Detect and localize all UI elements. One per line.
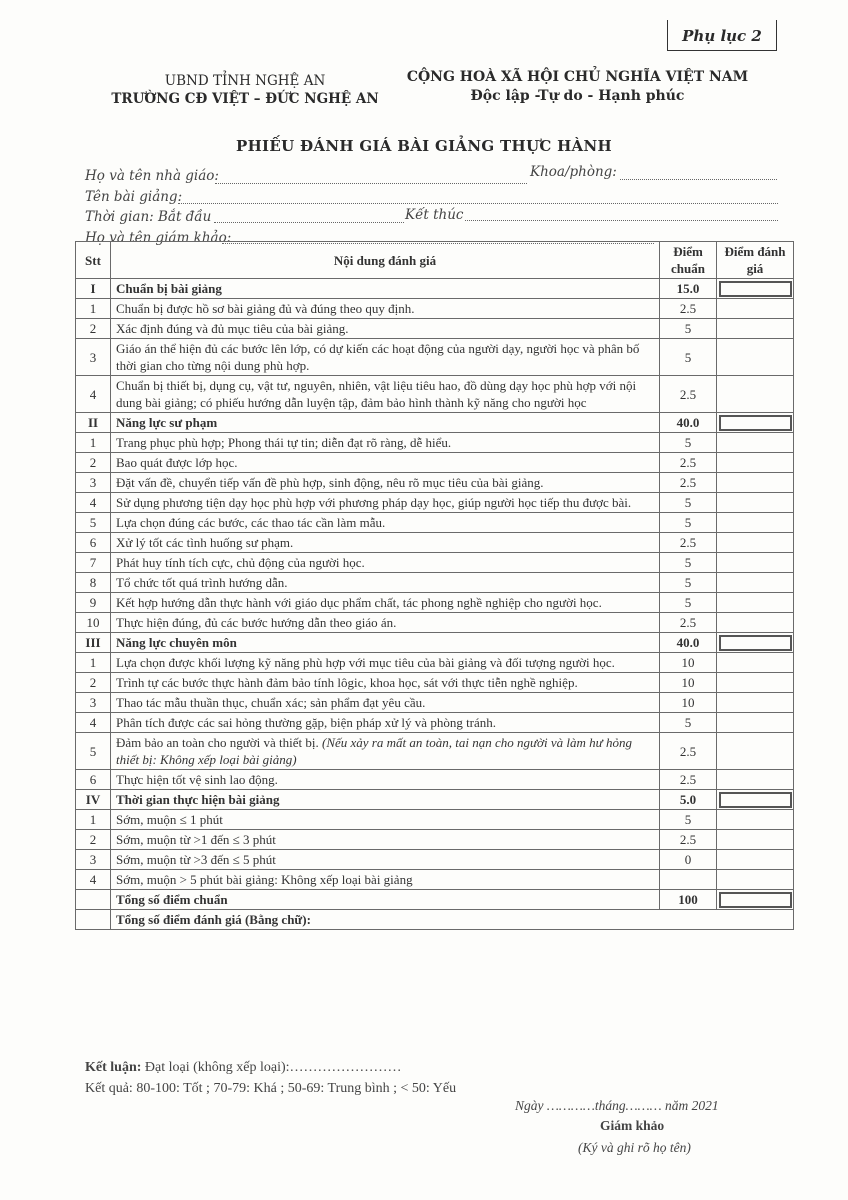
dept-label: Khoa/phòng: <box>530 164 617 180</box>
stt-cell: 3 <box>76 693 111 713</box>
lesson-field[interactable] <box>178 203 778 204</box>
evaluated-score-cell[interactable] <box>717 870 794 890</box>
section-row <box>76 413 794 433</box>
standard-score-cell: 10 <box>660 673 717 693</box>
criteria-row <box>76 613 794 633</box>
content-cell <box>111 473 660 493</box>
content-cell <box>111 339 660 376</box>
signature-date: Ngày …………tháng……… năm 2021 <box>515 1098 719 1113</box>
stt-cell: 2 <box>76 673 111 693</box>
evaluated-score-cell[interactable] <box>717 573 794 593</box>
criteria-row <box>76 850 794 870</box>
criteria-text: Sớm, muộn > 5 phút bài giảng: Không xếp loại bài giảng <box>116 872 413 887</box>
content-cell <box>111 593 660 613</box>
stt-cell: 4 <box>76 713 111 733</box>
criteria-text: Thực hiện tốt vệ sinh lao động. <box>116 772 278 787</box>
criteria-text: Trình tự các bước thực hành đảm bảo tính lôgic, khoa học, sát với thực tiễn nghề nghiệp. <box>116 675 578 690</box>
content-cell <box>111 653 660 673</box>
standard-score-cell: 10 <box>660 653 717 673</box>
stt-cell: IV <box>76 790 111 810</box>
content-cell <box>111 433 660 453</box>
evaluated-score-cell[interactable] <box>717 339 794 376</box>
school-name: TRƯỜNG CĐ VIỆT – ĐỨC NGHỆ AN <box>111 91 379 107</box>
standard-score-cell: 15.0 <box>660 279 717 299</box>
evaluated-score-cell[interactable] <box>717 633 794 653</box>
evaluated-score-cell[interactable] <box>717 453 794 473</box>
standard-score-cell: 2.5 <box>660 473 717 493</box>
criteria-text: Chuẩn bị được hồ sơ bài giảng đủ và đúng theo quy định. <box>116 301 415 316</box>
content-cell <box>111 573 660 593</box>
table-body <box>76 279 794 890</box>
evaluated-score-cell[interactable] <box>717 653 794 673</box>
stt-cell: 3 <box>76 473 111 493</box>
content-cell <box>111 553 660 573</box>
criteria-text: Phân tích được các sai hỏng thường gặp, biện pháp xử lý và phòng tránh. <box>116 715 497 730</box>
header-content: Nội dung đánh giá <box>111 242 660 279</box>
criteria-row <box>76 593 794 613</box>
evaluated-score-cell[interactable] <box>717 770 794 790</box>
criteria-note: (Nếu xảy ra mất an toàn, tai nạn cho người và làm hư hỏng thiết bị: Không xếp loại bài giảng) <box>116 735 632 767</box>
conclusion-label: Kết luận: <box>85 1060 142 1075</box>
table-header-row <box>76 242 794 279</box>
stt-cell: 7 <box>76 553 111 573</box>
header-right <box>395 68 760 106</box>
criteria-row <box>76 513 794 533</box>
evaluated-score-cell[interactable] <box>717 790 794 810</box>
country-name: CỘNG HOÀ XÃ HỘI CHỦ NGHĨA VIỆT NAM <box>406 69 749 85</box>
stt-cell: 6 <box>76 533 111 553</box>
teacher-field[interactable] <box>215 183 527 184</box>
criteria-row <box>76 433 794 453</box>
criteria-row <box>76 553 794 573</box>
total-value: 100 <box>660 890 717 910</box>
criteria-text: Lựa chọn đúng các bước, các thao tác cần làm mẫu. <box>116 515 386 530</box>
start-label: Thời gian: Bắt đầu <box>85 209 212 225</box>
criteria-text: Trang phục phù hợp; Phong thái tự tin; diễn đạt rõ ràng, dễ hiểu. <box>116 435 452 450</box>
stt-cell: 5 <box>76 513 111 533</box>
criteria-row <box>76 573 794 593</box>
evaluated-score-cell[interactable] <box>717 850 794 870</box>
evaluated-score-cell[interactable] <box>717 553 794 573</box>
criteria-text: Chuẩn bị bài giảng <box>116 281 222 296</box>
standard-score-cell: 0 <box>660 850 717 870</box>
stt-cell: 4 <box>76 870 111 890</box>
content-cell <box>111 790 660 810</box>
standard-score-cell: 10 <box>660 693 717 713</box>
evaluated-score-cell[interactable] <box>717 733 794 770</box>
content-cell <box>111 693 660 713</box>
examiner-label: Họ và tên giám khảo: <box>85 230 232 246</box>
motto: Độc lập -Tự do - Hạnh phúc <box>470 88 685 104</box>
stt-cell: 1 <box>76 433 111 453</box>
page-title: PHIẾU ĐÁNH GIÁ BÀI GIẢNG THỰC HÀNH <box>236 137 612 155</box>
standard-score-cell: 5 <box>660 339 717 376</box>
criteria-text: Chuẩn bị thiết bị, dụng cụ, vật tư, nguyên, nhiên, vật liệu tiêu hao, đồ dùng dạy học phù hợp với nội dung bài giảng; có phiếu hướng dẫn luyện tập, đảm bảo hình thành kỹ năng cho người học <box>116 378 637 410</box>
stt-cell: 1 <box>76 810 111 830</box>
stt-cell: 4 <box>76 376 111 413</box>
evaluated-score-cell[interactable] <box>717 673 794 693</box>
standard-score-cell: 40.0 <box>660 633 717 653</box>
criteria-row <box>76 713 794 733</box>
criteria-text: Sớm, muộn từ >3 đến ≤ 5 phút <box>116 852 276 867</box>
stt-cell: II <box>76 413 111 433</box>
evaluated-score-cell[interactable] <box>717 613 794 633</box>
standard-score-cell: 2.5 <box>660 453 717 473</box>
criteria-text: Năng lực sư phạm <box>116 415 218 430</box>
content-cell <box>111 513 660 533</box>
content-cell <box>111 376 660 413</box>
criteria-row <box>76 653 794 673</box>
criteria-text: Kết hợp hướng dẫn thực hành với giáo dục phẩm chất, tác phong nghề nghiệp cho người học. <box>116 595 602 610</box>
criteria-row <box>76 870 794 890</box>
criteria-text: Thời gian thực hiện bài giảng <box>116 792 280 807</box>
stt-cell: 5 <box>76 733 111 770</box>
header-left <box>100 72 390 108</box>
standard-score-cell <box>660 870 717 890</box>
evaluated-score-cell[interactable] <box>717 693 794 713</box>
standard-score-cell: 5.0 <box>660 790 717 810</box>
content-cell <box>111 770 660 790</box>
total-eval-cell[interactable] <box>717 890 794 910</box>
stt-cell: 1 <box>76 299 111 319</box>
evaluated-score-cell[interactable] <box>717 433 794 453</box>
standard-score-cell: 5 <box>660 493 717 513</box>
header-evaluated-score: Điểm đánh giá <box>717 242 794 279</box>
content-cell <box>111 413 660 433</box>
content-cell <box>111 850 660 870</box>
evaluated-score-cell[interactable] <box>717 299 794 319</box>
standard-score-cell: 5 <box>660 433 717 453</box>
criteria-row <box>76 533 794 553</box>
evaluated-score-cell[interactable] <box>717 593 794 613</box>
criteria-row <box>76 339 794 376</box>
content-cell <box>111 673 660 693</box>
evaluated-score-cell[interactable] <box>717 376 794 413</box>
content-cell <box>111 299 660 319</box>
criteria-row <box>76 453 794 473</box>
total-row <box>76 890 794 910</box>
criteria-row <box>76 376 794 413</box>
criteria-text: Sử dụng phương tiện dạy học phù hợp với phương pháp dạy học, giúp người học tiếp thu được bài. <box>116 495 632 510</box>
end-label: Kết thúc <box>405 207 464 223</box>
section-row <box>76 633 794 653</box>
standard-score-cell: 2.5 <box>660 533 717 553</box>
evaluated-score-cell[interactable] <box>717 319 794 339</box>
evaluated-score-cell[interactable] <box>717 473 794 493</box>
standard-score-cell: 5 <box>660 553 717 573</box>
evaluated-score-cell[interactable] <box>717 713 794 733</box>
appendix-label: Phụ lục 2 <box>667 20 777 51</box>
criteria-row <box>76 493 794 513</box>
content-cell <box>111 319 660 339</box>
end-field[interactable] <box>465 220 778 221</box>
content-cell <box>111 533 660 553</box>
lesson-label: Tên bài giảng: <box>85 189 183 205</box>
standard-score-cell: 2.5 <box>660 733 717 770</box>
standard-score-cell: 5 <box>660 513 717 533</box>
content-cell <box>111 279 660 299</box>
stt-cell: 6 <box>76 770 111 790</box>
stt-cell: 10 <box>76 613 111 633</box>
stt-cell: 1 <box>76 653 111 673</box>
criteria-text: Năng lực chuyên môn <box>116 635 237 650</box>
conclusion <box>85 1060 402 1076</box>
evaluated-score-cell[interactable] <box>717 513 794 533</box>
standard-score-cell: 5 <box>660 810 717 830</box>
total-label: Tổng số điểm chuẩn <box>111 890 660 910</box>
start-field[interactable] <box>214 222 404 223</box>
conclusion-text: Đạt loại (không xếp loại):…………………… <box>144 1060 402 1075</box>
stt-cell: 3 <box>76 339 111 376</box>
criteria-text: Thao tác mẫu thuần thục, chuẩn xác; sản phẩm đạt yêu cầu. <box>116 695 426 710</box>
standard-score-cell: 40.0 <box>660 413 717 433</box>
standard-score-cell: 2.5 <box>660 830 717 850</box>
standard-score-cell: 2.5 <box>660 376 717 413</box>
criteria-text: Giáo án thể hiện đủ các bước lên lớp, có dự kiến các hoạt động của người dạy, người học và phân bố thời gian cho từng nội dung phù hợp. <box>116 341 640 373</box>
stt-cell: III <box>76 633 111 653</box>
content-cell <box>111 810 660 830</box>
evaluated-score-cell[interactable] <box>717 493 794 513</box>
criteria-text: Lựa chọn được khối lượng kỹ năng phù hợp với mục tiêu của bài giảng và đối tượng người học. <box>116 655 615 670</box>
criteria-row <box>76 673 794 693</box>
criteria-text: Sớm, muộn ≤ 1 phút <box>116 812 223 827</box>
evaluated-score-cell[interactable] <box>717 533 794 553</box>
header-stt: Stt <box>76 242 111 279</box>
standard-score-cell: 5 <box>660 713 717 733</box>
content-cell <box>111 453 660 473</box>
content-cell <box>111 493 660 513</box>
teacher-label: Họ và tên nhà giáo: <box>85 168 219 184</box>
signature-role: Giám khảo <box>600 1118 665 1133</box>
total-eval-row <box>76 910 794 930</box>
evaluated-score-cell[interactable] <box>717 810 794 830</box>
evaluated-score-cell[interactable] <box>717 830 794 850</box>
content-cell <box>111 733 660 770</box>
criteria-text: Đảm bảo an toàn cho người và thiết bị. <box>116 735 319 750</box>
criteria-row <box>76 733 794 770</box>
stt-cell: 3 <box>76 850 111 870</box>
content-cell <box>111 713 660 733</box>
stt-cell: 2 <box>76 453 111 473</box>
stt-cell: I <box>76 279 111 299</box>
standard-score-cell: 5 <box>660 573 717 593</box>
criteria-text: Bao quát được lớp học. <box>116 455 238 470</box>
content-cell <box>111 633 660 653</box>
criteria-row <box>76 830 794 850</box>
content-cell <box>111 613 660 633</box>
criteria-row <box>76 319 794 339</box>
content-cell <box>111 830 660 850</box>
criteria-text: Thực hiện đúng, đủ các bước hướng dẫn theo giáo án. <box>116 615 397 630</box>
criteria-row <box>76 810 794 830</box>
evaluated-score-cell[interactable] <box>717 413 794 433</box>
stt-cell: 9 <box>76 593 111 613</box>
section-row <box>76 279 794 299</box>
standard-score-cell: 2.5 <box>660 299 717 319</box>
criteria-text: Xác định đúng và đủ mục tiêu của bài giảng. <box>116 321 349 336</box>
total-eval-label: Tổng số điểm đánh giá (Bằng chữ): <box>111 910 794 930</box>
header-standard-score: Điểm chuẩn <box>660 242 717 279</box>
province-name: UBND TỈNH NGHỆ AN <box>164 73 326 89</box>
stt-cell: 2 <box>76 319 111 339</box>
content-cell <box>111 870 660 890</box>
dept-field[interactable] <box>620 179 777 180</box>
criteria-row <box>76 299 794 319</box>
criteria-row <box>76 770 794 790</box>
signature-note: (Ký và ghi rõ họ tên) <box>578 1140 691 1155</box>
criteria-text: Sớm, muộn từ >1 đến ≤ 3 phút <box>116 832 276 847</box>
section-row <box>76 790 794 810</box>
standard-score-cell: 5 <box>660 593 717 613</box>
result-legend: Kết quả: 80-100: Tốt ; 70-79: Khá ; 50-69: Trung bình ; < 50: Yếu <box>85 1081 457 1096</box>
stt-cell: 2 <box>76 830 111 850</box>
criteria-row <box>76 693 794 713</box>
evaluated-score-cell[interactable] <box>717 279 794 299</box>
stt-cell: 8 <box>76 573 111 593</box>
criteria-text: Phát huy tính tích cực, chủ động của người học. <box>116 555 365 570</box>
evaluation-table <box>75 241 794 930</box>
standard-score-cell: 5 <box>660 319 717 339</box>
standard-score-cell: 2.5 <box>660 613 717 633</box>
criteria-text: Đặt vấn đề, chuyển tiếp vấn đề phù hợp, sinh động, nêu rõ mục tiêu của bài giảng. <box>116 475 544 490</box>
criteria-row <box>76 473 794 493</box>
stt-cell: 4 <box>76 493 111 513</box>
criteria-text: Xử lý tốt các tình huống sư phạm. <box>116 535 294 550</box>
standard-score-cell: 2.5 <box>660 770 717 790</box>
criteria-text: Tổ chức tốt quá trình hướng dẫn. <box>116 575 288 590</box>
